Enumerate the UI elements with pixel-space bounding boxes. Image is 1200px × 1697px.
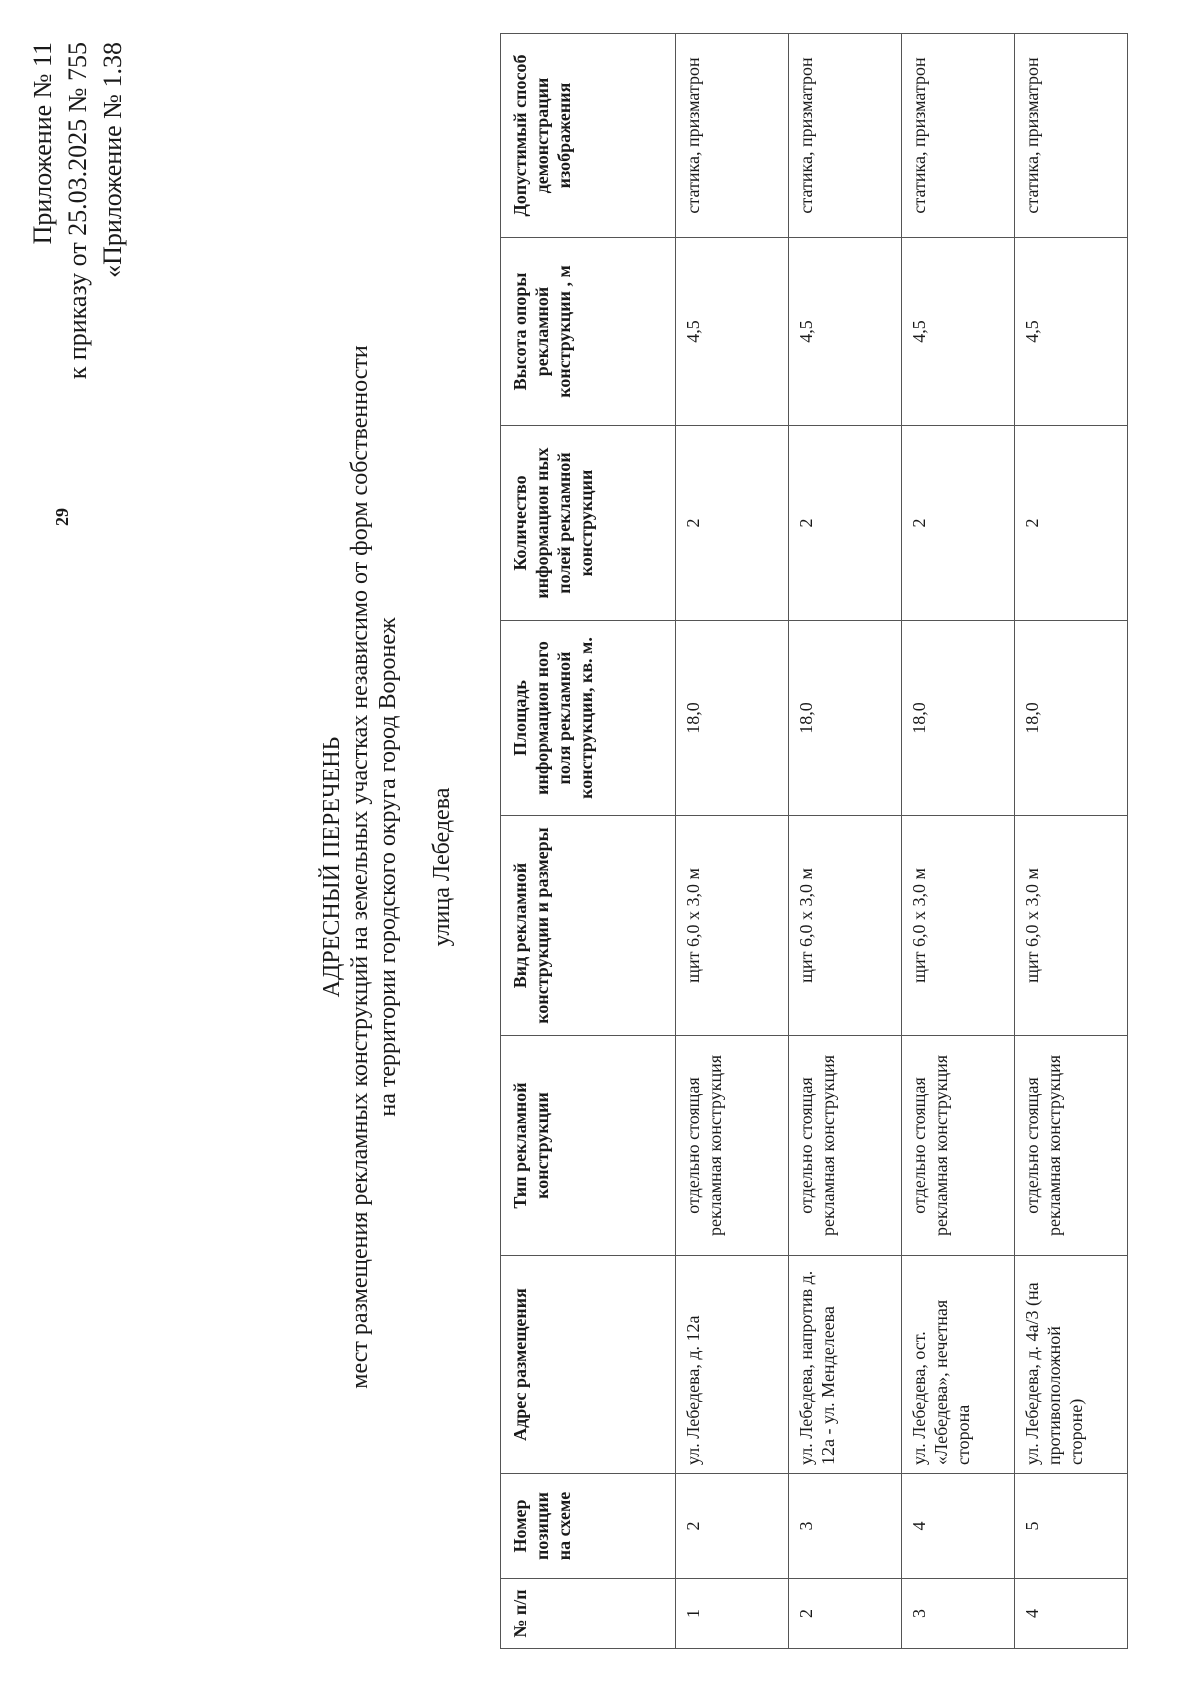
table-row	[789, 34, 902, 1649]
scheme-position: 5	[1015, 1474, 1128, 1579]
construction-kind-size: щит 6,0 х 3,0 м	[676, 816, 789, 1036]
row-index: 3	[902, 1579, 1015, 1649]
support-height: 4,5	[1015, 238, 1128, 426]
display-method: статика, призматрон	[1015, 34, 1128, 238]
placement-address: ул. Лебедева, напротив д. 12а - ул. Менделеева	[789, 1256, 902, 1474]
construction-kind-size: щит 6,0 х 3,0 м	[1015, 816, 1128, 1036]
table-row	[902, 34, 1015, 1649]
scheme-position: 2	[676, 1474, 789, 1579]
appendix-header	[25, 42, 130, 379]
table-row	[676, 34, 789, 1649]
document-title-block	[318, 217, 456, 1517]
appendix-subtitle: «Приложение № 1.38	[98, 42, 127, 278]
scheme-position: 4	[902, 1474, 1015, 1579]
info-field-area: 18,0	[1015, 621, 1128, 816]
appendix-title: Приложение № 11	[28, 42, 57, 245]
column-header: № п/п	[501, 1579, 676, 1649]
construction-kind-size: щит 6,0 х 3,0 м	[902, 816, 1015, 1036]
document-subtitle-line1: мест размещения рекламных конструкций на земельных участках независимо от форм собственности	[347, 345, 373, 1389]
row-index: 1	[676, 1579, 789, 1649]
column-header: Количество информацион ных полей рекламной конструкции	[501, 426, 676, 621]
order-reference: к приказу от 25.03.2025 № 755	[63, 42, 92, 380]
document-subtitle-line2: на территории городского округа город Воронеж	[375, 617, 401, 1117]
row-index: 4	[1015, 1579, 1128, 1649]
column-header: Тип рекламной конструкции	[501, 1036, 676, 1256]
support-height: 4,5	[902, 238, 1015, 426]
display-method: статика, призматрон	[902, 34, 1015, 238]
display-method: статика, призматрон	[676, 34, 789, 238]
support-height: 4,5	[789, 238, 902, 426]
row-index: 2	[789, 1579, 902, 1649]
column-header: Допустимый способ демонстрации изображения	[501, 34, 676, 238]
column-header: Площадь информацион ного поля рекламной конструкции, кв. м.	[501, 621, 676, 816]
column-header: Адрес размещения	[501, 1256, 676, 1474]
info-field-count: 2	[902, 426, 1015, 621]
display-method: статика, призматрон	[789, 34, 902, 238]
construction-type: отдельно стоящая рекламная конструкция	[789, 1036, 902, 1256]
construction-type: отдельно стоящая рекламная конструкция	[902, 1036, 1015, 1256]
construction-type: отдельно стоящая рекламная конструкция	[676, 1036, 789, 1256]
info-field-area: 18,0	[902, 621, 1015, 816]
placement-address: ул. Лебедева, д. 4а/3 (на противоположной стороне)	[1015, 1256, 1128, 1474]
page-number: 29	[52, 508, 72, 526]
table-row	[1015, 34, 1128, 1649]
info-field-count: 2	[676, 426, 789, 621]
info-field-count: 2	[789, 426, 902, 621]
document-title: АДРЕСНЫЙ ПЕРЕЧЕНЬ	[319, 736, 345, 998]
info-field-area: 18,0	[676, 621, 789, 816]
column-header: Вид рекламной конструкции и размеры	[501, 816, 676, 1036]
support-height: 4,5	[676, 238, 789, 426]
placement-address: ул. Лебедева, ост. «Лебедева», нечетная сторона	[902, 1256, 1015, 1474]
scheme-position: 3	[789, 1474, 902, 1579]
info-field-count: 2	[1015, 426, 1128, 621]
placement-address: ул. Лебедева, д. 12а	[676, 1256, 789, 1474]
info-field-area: 18,0	[789, 621, 902, 816]
construction-type: отдельно стоящая рекламная конструкция	[1015, 1036, 1128, 1256]
column-header: Номер позиции на схеме	[501, 1474, 676, 1579]
table-header-row	[501, 34, 676, 1649]
construction-kind-size: щит 6,0 х 3,0 м	[789, 816, 902, 1036]
address-table	[500, 33, 1128, 1649]
street-name: улица Лебедева	[429, 787, 455, 947]
column-header: Высота опоры рекламной конструкции , м	[501, 238, 676, 426]
